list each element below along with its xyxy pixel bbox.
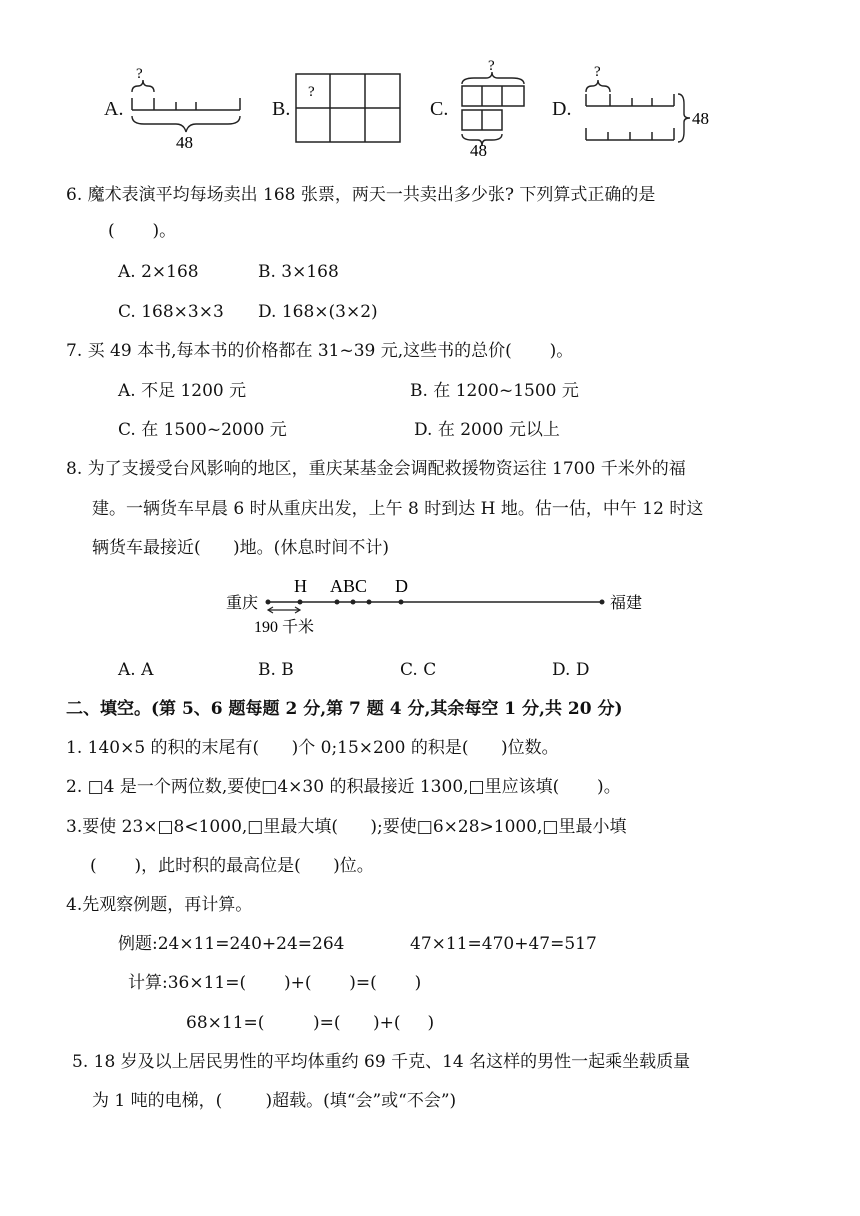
fill-q4-calc1: 计算:36×11=( )+( )=( ) — [128, 973, 422, 993]
q7-option-a: A. 不足 1200 元 — [118, 381, 247, 401]
q8-option-b: B. B — [258, 660, 294, 680]
distance-label: 190 千米 — [254, 619, 315, 636]
fill-q4-calc2: 68×11=( )=( )+( ) — [186, 1013, 435, 1033]
point-d: D — [395, 576, 408, 596]
points-abc: ABC — [330, 576, 368, 596]
q6-option-a: A. 2×168 — [118, 262, 199, 282]
fill-q5-line2: 为 1 吨的电梯，( )超载。(填“会”或“不会”) — [92, 1091, 457, 1111]
q6-option-d: D. 168×(3×2) — [258, 302, 378, 322]
figure-c-question: ? — [488, 58, 495, 74]
q8-line2: 建。一辆货车早晨 6 时从重庆出发，上午 8 时到达 H 地。估一估，中午 12 时这 — [92, 499, 704, 519]
q8-line3: 辆货车最接近( )地。(休息时间不计) — [92, 538, 389, 558]
fill-q4-title: 4.先观察例题，再计算。 — [66, 895, 253, 915]
figure-d-question: ? — [594, 64, 601, 80]
route-diagram — [220, 572, 660, 638]
figure-a-total: 48 — [176, 133, 193, 152]
route-start-label: 重庆 — [226, 595, 259, 612]
figure-a-label: A. — [104, 98, 124, 120]
point-h: H — [294, 576, 307, 596]
q7-option-c: C. 在 1500~2000 元 — [118, 420, 287, 440]
figure-a-diagram — [124, 62, 249, 154]
figure-c-total: 48 — [470, 141, 487, 158]
q6-stem: 6. 魔术表演平均每场卖出 168 张票，两天一共卖出多少张? 下列算式正确的是 — [66, 185, 656, 205]
figure-d-diagram — [576, 62, 716, 150]
q8-line1: 8. 为了支援受台风影响的地区，重庆某基金会调配救援物资运往 1700 千米外的福 — [66, 459, 686, 479]
fill-q4-example1: 例题:24×11=240+24=264 — [118, 934, 345, 954]
fill-q1: 1. 140×5 的积的末尾有( )个 0;15×200 的积是( )位数。 — [66, 738, 559, 758]
q7-option-b: B. 在 1200~1500 元 — [410, 381, 579, 401]
fill-q4-example2: 47×11=470+47=517 — [410, 934, 597, 954]
q7-option-d: D. 在 2000 元以上 — [414, 420, 560, 440]
fill-q2: 2. □4 是一个两位数,要使□4×30 的积最接近 1300,□里应该填( )。 — [66, 777, 621, 797]
q8-option-a: A. A — [118, 660, 154, 680]
fill-q3-line1: 3.要使 23×□8<1000,□里最大填( );要使□6×28>1000,□里最小填 — [66, 817, 627, 837]
q6-option-b: B. 3×168 — [258, 262, 339, 282]
figure-d-label: D. — [552, 98, 572, 120]
q8-option-d: D. D — [552, 660, 590, 680]
figure-d-total: 48 — [692, 109, 709, 128]
figure-c-diagram — [456, 54, 536, 158]
figure-b-diagram — [294, 72, 404, 146]
q7-stem: 7. 买 49 本书,每本书的价格都在 31~39 元,这些书的总价( )。 — [66, 341, 574, 361]
q8-option-c: C. C — [400, 660, 437, 680]
figure-b-question: ? — [308, 84, 315, 100]
fill-q3-line2: ( )，此时积的最高位是( )位。 — [90, 856, 374, 876]
section-2-title: 二、填空。(第 5、6 题每题 2 分,第 7 题 4 分,其余每空 1 分,共 20 分) — [66, 699, 623, 719]
q6-option-c: C. 168×3×3 — [118, 302, 224, 322]
route-end-label: 福建 — [610, 595, 643, 612]
figure-b-label: B. — [272, 98, 291, 120]
figure-c-label: C. — [430, 98, 449, 120]
q6-blank: ( )。 — [108, 221, 177, 241]
fill-q5-line1: 5. 18 岁及以上居民男性的平均体重约 69 千克、14 名这样的男性一起乘坐载质量 — [72, 1052, 691, 1072]
figure-a-question: ? — [136, 66, 143, 82]
